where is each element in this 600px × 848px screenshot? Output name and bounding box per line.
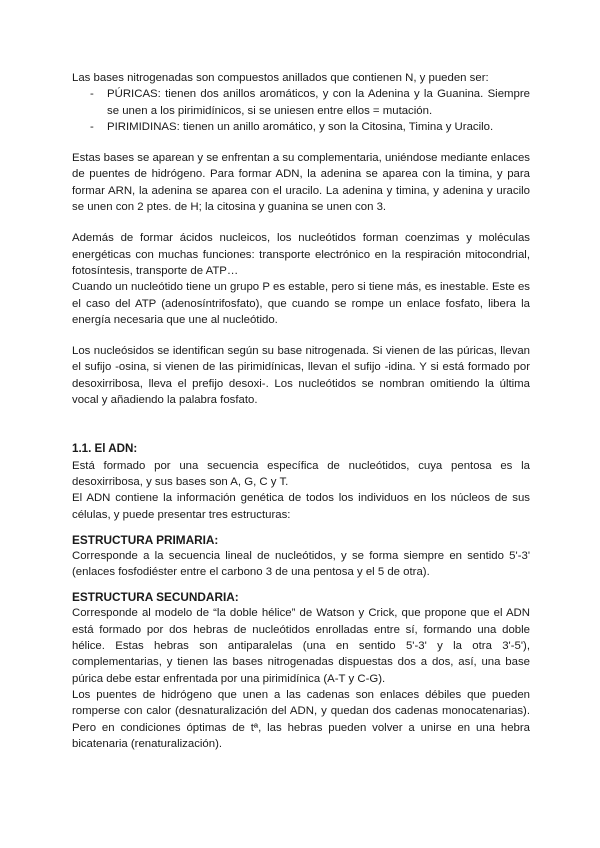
list-item xyxy=(72,86,530,119)
list-item-text: PIRIMIDINAS: tienen un anillo aromático, y son la Citosina, Timina y Uracilo. xyxy=(107,120,494,133)
paragraph-nucleosidos: Los nucleósidos se identifican según su base nitrogenada. Si vienen de las púricas, llevan el sufijo -osina, si vienen de las pirimidínicas, llevan el sufijo -idina. Y si está formado por desoxirribosa, lleva el prefijo desoxi-. Los nucleótidos se nombran omitiendo la última vocal y añadiendo la palabra fosfato. xyxy=(72,345,530,407)
paragraph-apareamiento: Estas bases se aparean y se enfrentan a su complementaria, uniéndose mediante enlaces de puentes de hidrógeno. Para formar ADN, la adenina se aparea con la timina, y para formar ARN, la adenina se aparea con el uracilo. La adenina y timina, y adenina y uracilo se unen con 2 ptes. de H; la citosina y guanina se unen con 3. xyxy=(72,152,530,214)
list-item xyxy=(72,119,530,135)
heading-estructura-primaria: ESTRUCTURA PRIMARIA: xyxy=(72,532,219,547)
bullet-dash: - xyxy=(90,120,94,133)
document-page xyxy=(72,70,530,752)
bases-list xyxy=(72,86,530,135)
paragraph-funciones: Además de formar ácidos nucleicos, los nucleótidos forman coenzimas y moléculas energéticas con muchas funciones: transporte electrónico en la respiración mitocondrial, fotosíntesis, transporte de ATP… xyxy=(72,232,530,277)
section-heading-adn: 1.1. El ADN: xyxy=(72,442,138,456)
paragraph-estructura-primaria: Corresponde a la secuencia lineal de nucleótidos, y se forma siempre en sentido 5'-3' (enlaces fosfodiéster entre el carbono 3 de una pentosa y el 5 de otra). xyxy=(72,549,530,579)
list-item-text: PÚRICAS: tienen dos anillos aromáticos, y con la Adenina y la Guanina. Siempre se unen a los pirimidínicos, si se uniesen entre ellos = mutación. xyxy=(107,88,530,117)
paragraph-atp: Cuando un nucleótido tiene un grupo P es estable, pero si tiene más, es inestable. Este es el caso del ATP (adenosíntrifosfato), que cuando se rompe un enlace fosfato, libera la energía necesaria que une al nucleótido. xyxy=(72,281,530,326)
paragraph-puentes-hidrogeno: Los puentes de hidrógeno que unen a las cadenas son enlaces débiles que pueden romperse con calor (desnaturalización del ADN, y quedan dos cadenas monocatenarias). Pero en condiciones óptimas de tª, las hebras pueden volver a unirse en una hebra bicatenaria (renaturalización). xyxy=(72,688,530,750)
paragraph-doble-helice: Corresponde al modelo de “la doble hélice” de Watson y Crick, que propone que el ADN está formado por dos hebras de nucleótidos enrolladas entre sí, formando una doble hélice. Estas hebras son antiparalelas (una en sentido 5'-3' y la otra 3'-5'), complementarias, y tienen las bases nitrogenadas dispuestas dos a dos, así, una base púrica debe estar enfrentada por una pirimidínica (A-T y C-G). xyxy=(72,607,530,685)
paragraph-adn-formacion: Está formado por una secuencia específica de nucleótidos, cuya pentosa es la desoxirribosa, y sus bases son A, G, C y T. xyxy=(72,459,530,488)
paragraph-adn-estructuras: El ADN contiene la información genética de todos los individuos en los núcleos de sus células, y puede presentar tres estructuras: xyxy=(72,492,530,521)
bullet-dash: - xyxy=(90,88,94,101)
heading-estructura-secundaria: ESTRUCTURA SECUNDARIA: xyxy=(72,590,239,605)
intro-lead: Las bases nitrogenadas son compuestos anillados que contienen N, y pueden ser: xyxy=(72,72,489,84)
